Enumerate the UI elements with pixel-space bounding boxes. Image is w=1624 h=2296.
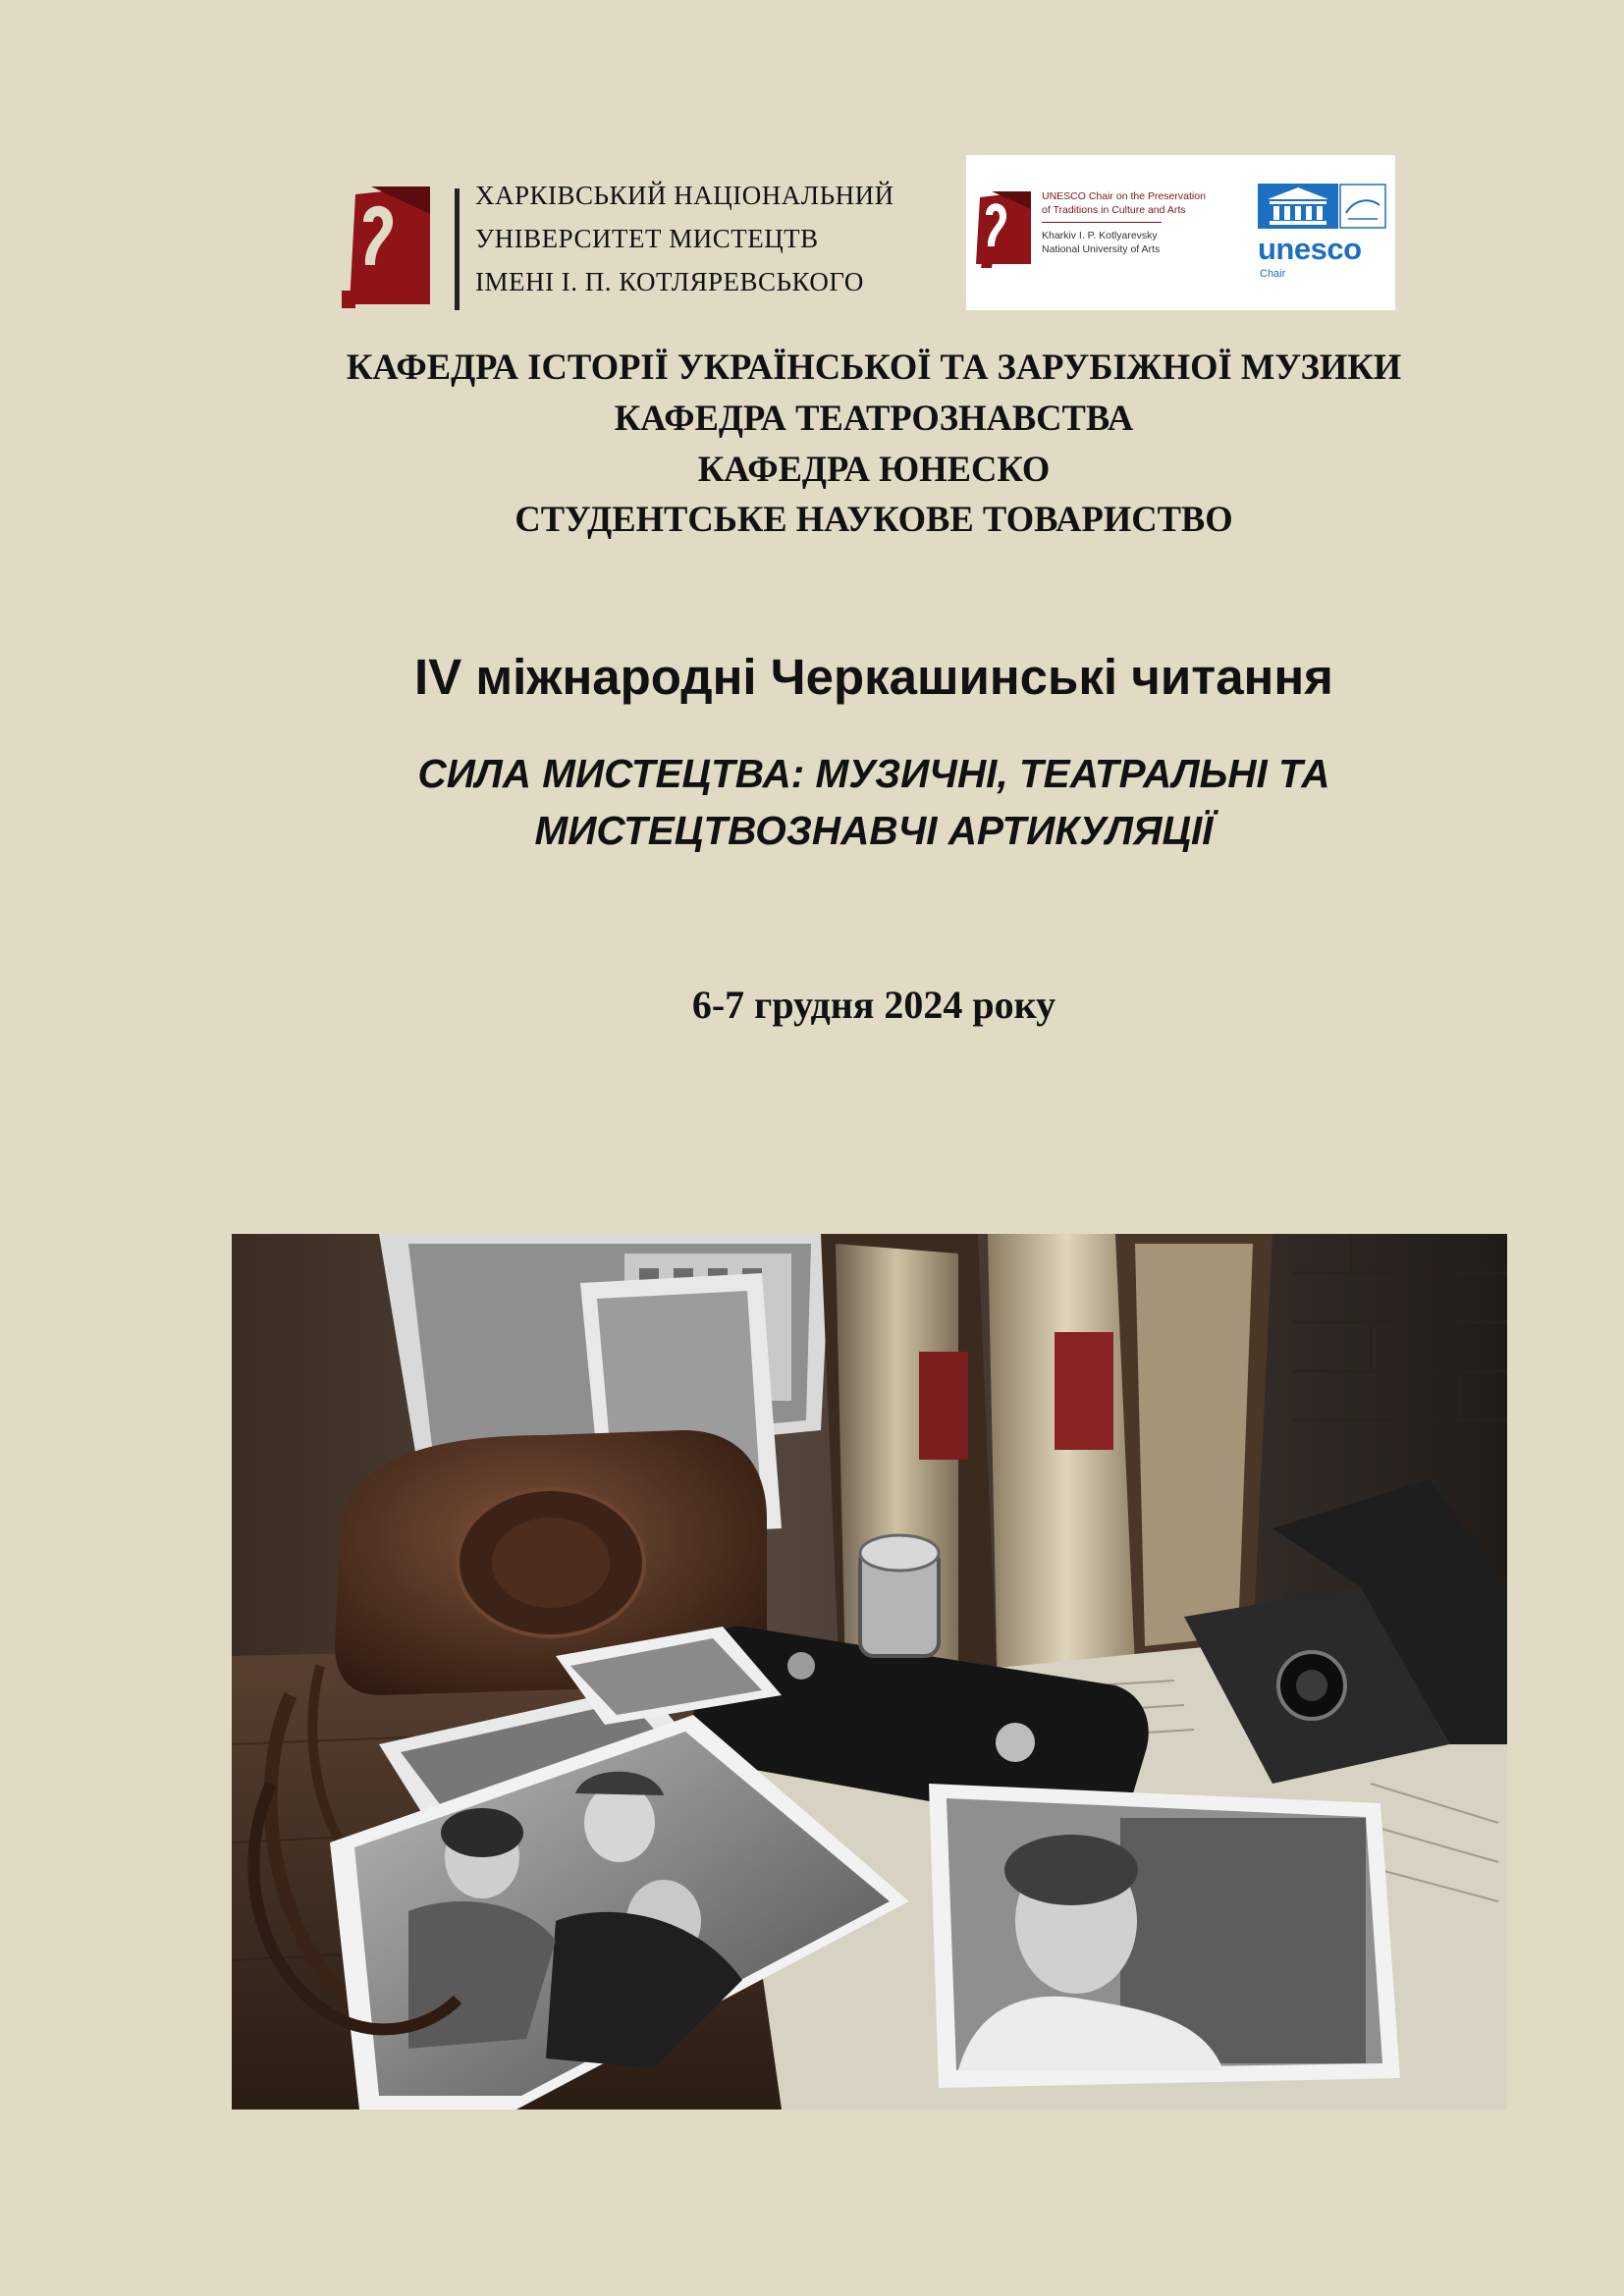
department-heading: СТУДЕНТСЬКЕ НАУКОВЕ ТОВАРИСТВО xyxy=(514,499,1233,539)
unesco-chair-university-icon xyxy=(970,191,1031,270)
unesco-chair-label: Chair xyxy=(1260,268,1286,280)
conference-subtitle-line: СИЛА МИСТЕЦТВА: МУЗИЧНІ, ТЕАТРАЛЬНІ ТА xyxy=(417,751,1330,796)
conference-subtitle-line: МИСТЕЦТВОЗНАВЧІ АРТИКУЛЯЦІЇ xyxy=(534,808,1214,853)
vintage-cameras-photos-books-illustration xyxy=(232,1234,1507,2109)
university-name-line: ХАРКІВСЬКИЙ НАЦІОНАЛЬНИЙ xyxy=(475,181,894,210)
unesco-chair-text: UNESCO Chair on the Preservation xyxy=(1042,190,1206,202)
unesco-chair-divider xyxy=(1042,222,1162,223)
department-heading: КАФЕДРА ІСТОРІЇ УКРАЇНСЬКОЇ ТА ЗАРУБІЖНОЇ МУЗИКИ xyxy=(346,347,1402,387)
conference-date: 6-7 грудня 2024 року xyxy=(691,983,1056,1027)
unesco-wordmark: unesco xyxy=(1258,232,1362,266)
unesco-chair-university-text: National University of Arts xyxy=(1042,243,1161,255)
unesco-temple-icon xyxy=(1258,184,1387,229)
department-heading: КАФЕДРА ТЕАТРОЗНАВСТВА xyxy=(614,398,1134,438)
university-name-line: ІМЕНІ І. П. КОТЛЯРЕВСЬКОГО xyxy=(475,267,864,296)
conference-title: ІV міжнародні Черкашинські читання xyxy=(414,649,1333,705)
unesco-chair-text: of Traditions in Culture and Arts xyxy=(1042,204,1186,216)
logo-divider xyxy=(455,188,460,310)
university-name-line: УНІВЕРСИТЕТ МИСТЕЦТВ xyxy=(475,224,819,253)
department-heading: КАФЕДРА ЮНЕСКО xyxy=(697,449,1051,489)
unesco-chair-university-text: Kharkiv I. P. Kotlyarevsky xyxy=(1042,230,1158,241)
university-logo-icon xyxy=(342,187,430,312)
